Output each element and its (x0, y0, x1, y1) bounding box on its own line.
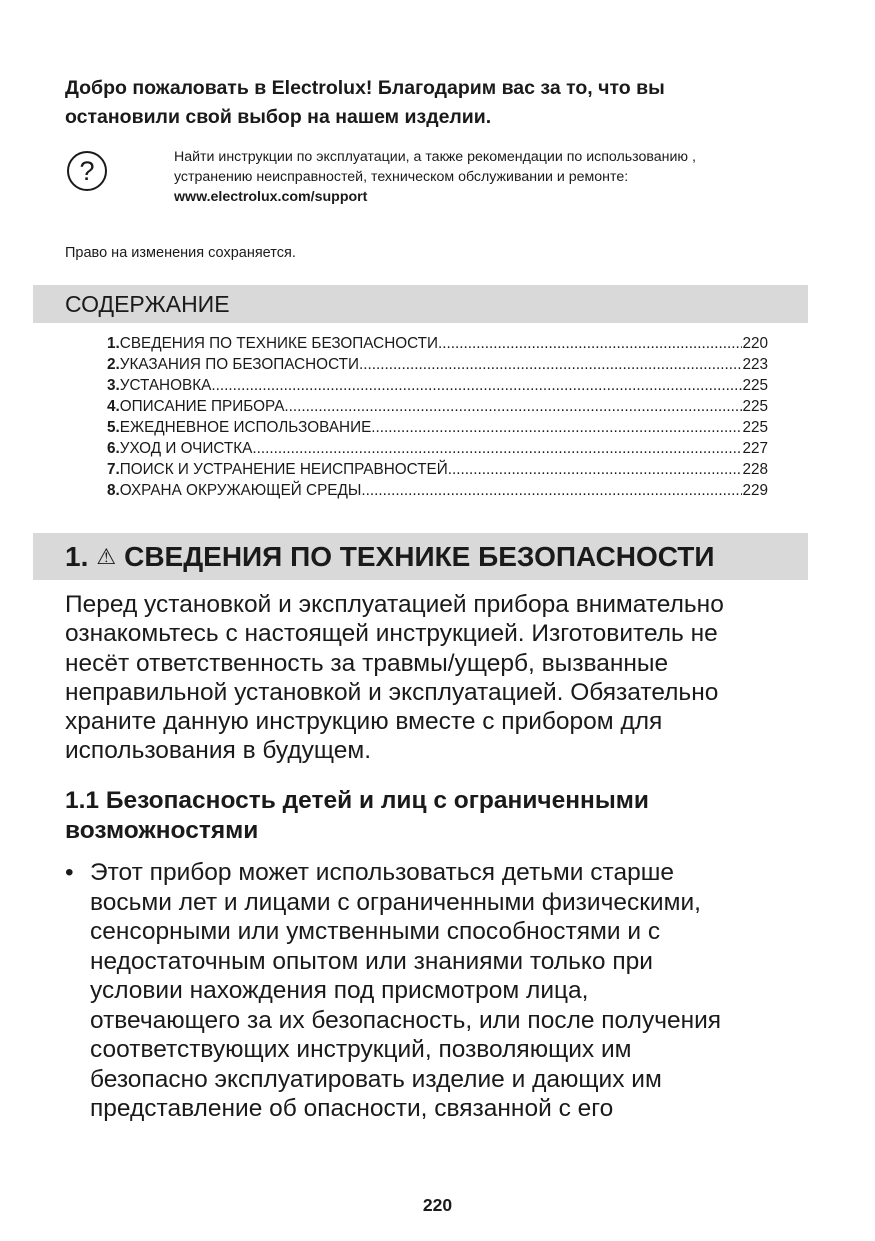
support-info (174, 147, 696, 207)
support-text: Найти инструкции по эксплуатации, а также рекомендации по использованию , (174, 149, 696, 165)
section-number: 1. (65, 540, 89, 572)
support-link[interactable]: www.electrolux.com/support (174, 189, 368, 205)
toc-item-number: 3. (107, 377, 120, 394)
toc-leader-dots (361, 480, 742, 501)
toc-item-page: 220 (742, 335, 768, 352)
text-line: отвечающего за их безопасность, или после получения (90, 1006, 722, 1034)
text-line: соответствующих инструкций, позволяющих им (90, 1036, 632, 1063)
toc-item-number: 8. (107, 482, 120, 499)
toc-title: СОДЕРЖАНИЕ (65, 291, 230, 317)
toc-item-number: 1. (107, 335, 120, 352)
toc-item-page: 228 (742, 461, 768, 478)
intro-paragraph (65, 590, 724, 766)
support-text: устранению неисправностей, техническом обслуживании и ремонте: (174, 169, 629, 185)
toc-item-number: 4. (107, 398, 120, 415)
toc-item[interactable] (107, 375, 768, 396)
welcome-line: Добро пожаловать в Electrolux! Благодарим вас за то, что вы (65, 77, 665, 99)
text-line: восьми лет и лицами с ограниченными физическими, (90, 888, 701, 916)
text-line: несёт ответственность за травмы/ущерб, вызванные (65, 649, 669, 677)
toc-leader-dots (371, 417, 742, 438)
toc-item-text: СВЕДЕНИЯ ПО ТЕХНИКЕ БЕЗОПАСНОСТИ (119, 335, 439, 352)
warning-triangle-icon: ⚠ (96, 543, 117, 569)
toc-item-page: 223 (742, 356, 768, 373)
toc-leader-dots (438, 333, 742, 354)
question-circle-icon: ? (67, 151, 107, 191)
toc-item[interactable] (107, 396, 768, 417)
toc-leader-dots (211, 375, 742, 396)
text-line: Перед установкой и эксплуатацией прибора внимательно (65, 591, 724, 618)
bullet-text (90, 858, 721, 1124)
toc-header (33, 285, 808, 323)
subsection-line: возможностями (65, 817, 259, 844)
toc-item-text: ЕЖЕДНЕВНОЕ ИСПОЛЬЗОВАНИЕ (119, 419, 372, 436)
subsection-heading (65, 786, 649, 846)
text-line: храните данную инструкцию вместе с прибором для (65, 708, 663, 736)
subsection-line: 1.1 Безопасность детей и лиц с ограниченными (65, 787, 649, 814)
section-header (33, 533, 808, 580)
section-title-text: СВЕДЕНИЯ ПО ТЕХНИКЕ БЕЗОПАСНОСТИ (124, 540, 715, 572)
toc-item-number: 5. (107, 419, 120, 436)
rights-notice: Право на изменения сохраняется. (65, 245, 296, 261)
text-line: условии нахождения под присмотром лица, (90, 977, 589, 1004)
toc-item-page: 225 (742, 419, 768, 436)
toc-item[interactable] (107, 438, 768, 459)
toc-item-text: УКАЗАНИЯ ПО БЕЗОПАСНОСТИ (119, 356, 359, 373)
toc-item-text: ОХРАНА ОКРУЖАЮЩЕЙ СРЕДЫ (119, 482, 362, 499)
text-line: представление об опасности, связанной с его (90, 1095, 614, 1122)
toc-item[interactable] (107, 354, 768, 375)
toc-leader-dots (284, 396, 742, 417)
page-number: 220 (422, 1195, 453, 1215)
text-line: сенсорными или умственными способностями и с (90, 918, 661, 945)
toc-item-number: 2. (107, 356, 120, 373)
toc-item-text: УХОД И ОЧИСТКА (119, 440, 253, 457)
bullet-item (65, 858, 855, 1128)
toc-item-number: 7. (107, 461, 120, 478)
bullet-icon: • (65, 859, 74, 886)
welcome-heading (65, 74, 665, 132)
text-line: неправильной установкой и эксплуатацией. Обязательно (65, 678, 719, 706)
toc-leader-dots (448, 459, 743, 480)
toc-item[interactable] (107, 480, 768, 501)
toc-item-number: 6. (107, 440, 120, 457)
toc-leader-dots (252, 438, 742, 459)
toc-item-text: ОПИСАНИЕ ПРИБОРА (119, 398, 285, 415)
text-line: использования в будущем. (65, 737, 372, 765)
toc-leader-dots (359, 354, 743, 375)
text-line: недостаточным опытом или знаниями только при (90, 947, 653, 975)
toc-item-page: 225 (742, 398, 768, 415)
text-line: Этот прибор может использоваться детьми старше (90, 859, 674, 886)
toc-item-page: 227 (742, 440, 768, 457)
welcome-line: остановили свой выбор на нашем изделии. (65, 106, 492, 128)
toc-item-page: 225 (742, 377, 768, 394)
table-of-contents (107, 333, 768, 501)
toc-item[interactable] (107, 333, 768, 354)
toc-item-page: 229 (742, 482, 768, 499)
toc-item-text: УСТАНОВКА (119, 377, 212, 394)
toc-item[interactable] (107, 417, 768, 438)
text-line: безопасно эксплуатировать изделие и дающих им (90, 1065, 662, 1093)
toc-item-text: ПОИСК И УСТРАНЕНИЕ НЕИСПРАВНОСТЕЙ (119, 461, 448, 478)
toc-item[interactable] (107, 459, 768, 480)
text-line: ознакомьтесь с настоящей инструкцией. Изготовитель не (65, 620, 718, 648)
